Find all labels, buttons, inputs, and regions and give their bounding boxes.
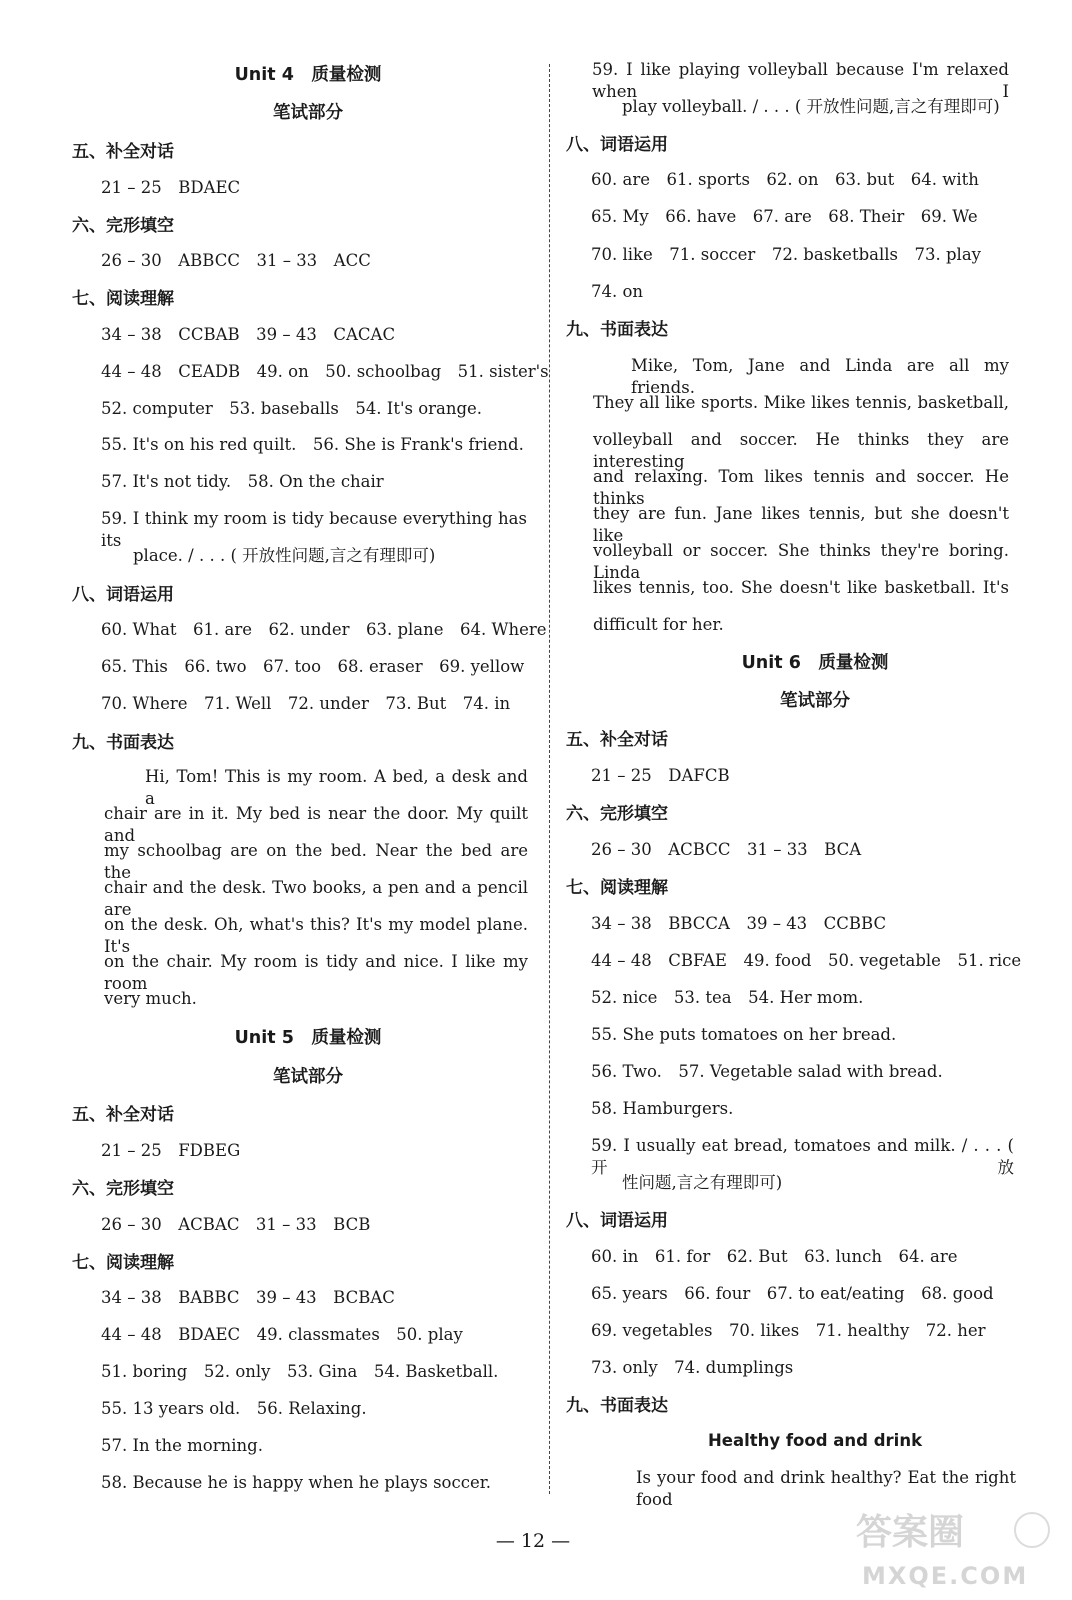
answer-line: 59. I think my room is tidy because everything has its <box>101 509 527 550</box>
answer-line: 60. in 61. for 62. But 63. lunch 64. are <box>591 1247 958 1266</box>
watermark-bottom-text: MXQE.COM <box>862 1562 1029 1590</box>
answer-line: 44 – 48 CBFAE 49. food 50. vegetable 51. rice <box>591 951 1022 970</box>
answer-line: 52. nice 53. tea 54. Her mom. <box>591 988 864 1007</box>
answer-line: chair and the desk. Two books, a pen and a pencil are <box>104 878 528 919</box>
watermark-top-text: 答案圈 <box>856 1512 965 1553</box>
page-number: — 12 — <box>495 1530 571 1552</box>
question-heading: 七、阅读理解 <box>72 289 174 309</box>
question-heading: 八、词语运用 <box>566 1211 668 1231</box>
section-title: 笔试部分 <box>273 103 343 123</box>
answer-line: They all like sports. Mike likes tennis, basketball, <box>593 393 1009 412</box>
answer-line: 59. I like playing volleyball because I'm relaxed when I <box>592 60 1009 101</box>
answer-line: 26 – 30 ACBCC 31 – 33 BCA <box>591 840 862 859</box>
question-heading: 五、补全对话 <box>566 730 668 750</box>
answer-line: 44 – 48 BDAEC 49. classmates 50. play <box>101 1325 463 1344</box>
answer-line: place. / . . . ( 开放性问题,言之有理即可) <box>133 546 436 565</box>
section-title: Unit 6 质量检测 <box>741 653 889 673</box>
question-heading: 七、阅读理解 <box>72 1253 174 1273</box>
question-heading: 九、书面表达 <box>72 733 174 753</box>
answer-line: 57. It's not tidy. 58. On the chair <box>101 472 384 491</box>
answer-line: 34 – 38 CCBAB 39 – 43 CACAC <box>101 325 396 344</box>
section-title: Unit 5 质量检测 <box>234 1028 382 1048</box>
answer-line: 70. Where 71. Well 72. under 73. But 74. in <box>101 694 511 713</box>
answer-line: 52. computer 53. baseballs 54. It's orange. <box>101 399 483 418</box>
answer-line: 65. This 66. two 67. too 68. eraser 69. yellow <box>101 657 525 676</box>
answer-line: difficult for her. <box>593 615 724 634</box>
answer-line: my schoolbag are on the bed. Near the bed are the <box>104 841 528 882</box>
question-heading: 九、书面表达 <box>566 320 668 340</box>
column-divider <box>549 64 550 1494</box>
answer-line: and relaxing. Tom likes tennis and soccer. He thinks <box>593 467 1009 508</box>
answer-line: 69. vegetables 70. likes 71. healthy 72. her <box>591 1321 986 1340</box>
answer-line: Hi, Tom! This is my room. A bed, a desk and a <box>145 767 528 808</box>
answer-line: on the chair. My room is tidy and nice. I like my room <box>104 952 528 993</box>
answer-line: very much. <box>104 989 197 1008</box>
answer-line: Mike, Tom, Jane and Linda are all my friends. <box>631 356 1009 397</box>
answer-line: chair are in it. My bed is near the door. My quilt and <box>104 804 528 845</box>
answer-line: 74. on <box>591 282 644 301</box>
answer-line: 55. 13 years old. 56. Relaxing. <box>101 1399 367 1418</box>
answer-line: 65. years 66. four 67. to eat/eating 68. good <box>591 1284 994 1303</box>
section-title: 笔试部分 <box>273 1067 343 1087</box>
answer-line: 55. It's on his red quilt. 56. She is Frank's friend. <box>101 435 524 454</box>
answer-line: 21 – 25 DAFCB <box>591 766 730 785</box>
answer-line: 21 – 25 FDBEG <box>101 1141 241 1160</box>
answer-line: likes tennis, too. She doesn't like basketball. It's <box>593 578 1009 597</box>
answer-line: 73. only 74. dumplings <box>591 1358 794 1377</box>
answer-line: 26 – 30 ACBAC 31 – 33 BCB <box>101 1215 371 1234</box>
question-heading: 五、补全对话 <box>72 1105 174 1125</box>
question-heading: 六、完形填空 <box>566 804 668 824</box>
question-heading: 七、阅读理解 <box>566 878 668 898</box>
question-heading: 八、词语运用 <box>566 135 668 155</box>
answer-line: 44 – 48 CEADB 49. on 50. schoolbag 51. sister's <box>101 362 549 381</box>
answer-line: they are fun. Jane likes tennis, but she doesn't like <box>593 504 1009 545</box>
answer-line: volleyball and soccer. He thinks they are interesting <box>593 430 1009 471</box>
answer-line: on the desk. Oh, what's this? It's my model plane. It's <box>104 915 528 956</box>
question-heading: 九、书面表达 <box>566 1396 668 1416</box>
answer-line: 34 – 38 BABBC 39 – 43 BCBAC <box>101 1288 395 1307</box>
question-heading: 八、词语运用 <box>72 585 174 605</box>
answer-line: 58. Because he is happy when he plays soccer. <box>101 1473 492 1492</box>
watermark-logo <box>848 1500 1053 1592</box>
answer-line: 34 – 38 BBCCA 39 – 43 CCBBC <box>591 914 887 933</box>
answer-line: 65. My 66. have 67. are 68. Their 69. We <box>591 207 978 226</box>
answer-line: Is your food and drink healthy? Eat the right food <box>636 1468 1016 1509</box>
question-heading: 六、完形填空 <box>72 1179 174 1199</box>
answer-line: 21 – 25 BDAEC <box>101 178 241 197</box>
answer-line: 60. What 61. are 62. under 63. plane 64. Where <box>101 620 547 639</box>
answer-line: volleyball or soccer. She thinks they're boring. Linda <box>593 541 1009 582</box>
answer-line: 59. I usually eat bread, tomatoes and milk. / . . . ( 开放 <box>591 1136 1014 1177</box>
answer-line: 26 – 30 ABBCC 31 – 33 ACC <box>101 251 371 270</box>
question-heading: 五、补全对话 <box>72 142 174 162</box>
section-title: 笔试部分 <box>780 691 850 711</box>
answer-line: 56. Two. 57. Vegetable salad with bread. <box>591 1062 943 1081</box>
answer-line: play volleyball. / . . . ( 开放性问题,言之有理即可) <box>622 97 1000 116</box>
answer-line: 57. In the morning. <box>101 1436 263 1455</box>
question-heading: 六、完形填空 <box>72 216 174 236</box>
answer-line: 58. Hamburgers. <box>591 1099 734 1118</box>
answer-line: 51. boring 52. only 53. Gina 54. Basketball. <box>101 1362 499 1381</box>
essay-title: Healthy food and drink <box>707 1431 923 1450</box>
answer-line: 60. are 61. sports 62. on 63. but 64. with <box>591 170 979 189</box>
answer-line: 55. She puts tomatoes on her bread. <box>591 1025 897 1044</box>
answer-line: 性问题,言之有理即可) <box>622 1173 783 1192</box>
answer-line: 70. like 71. soccer 72. basketballs 73. play <box>591 245 981 264</box>
section-title: Unit 4 质量检测 <box>234 65 382 85</box>
